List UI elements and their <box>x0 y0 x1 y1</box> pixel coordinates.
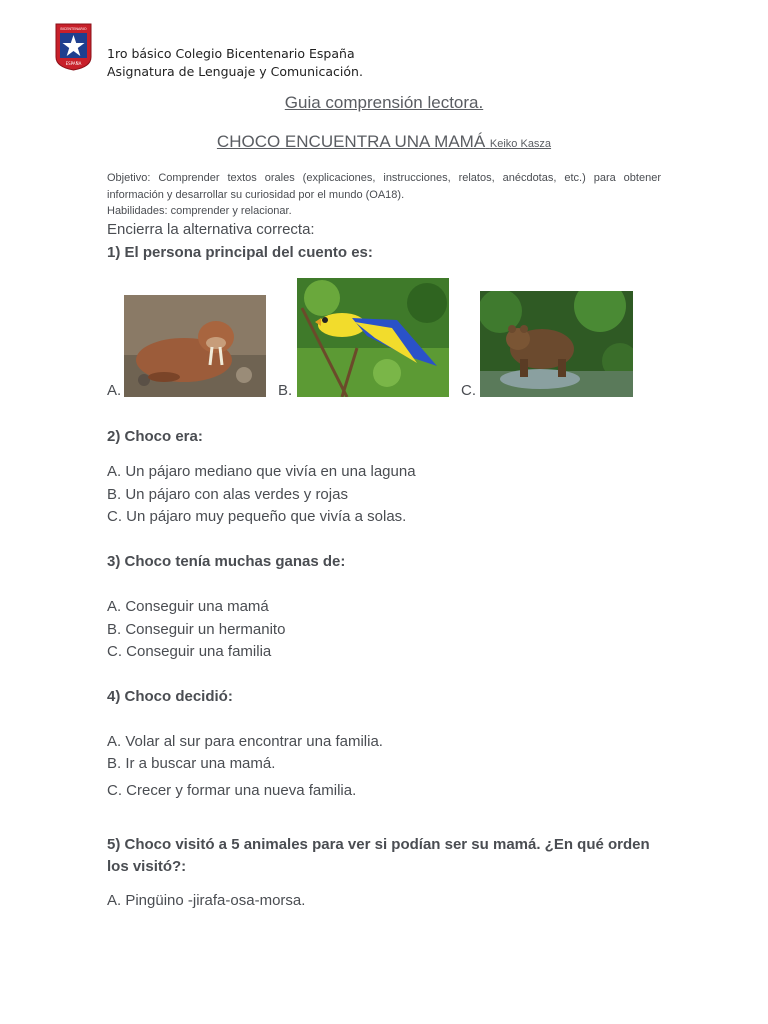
image-label-a: A. <box>107 382 122 399</box>
page-title: Guia comprensión lectora. <box>284 93 484 112</box>
story-author: Keiko Kasza <box>489 138 552 150</box>
instruction: Encierra la alternativa correcta: <box>107 221 315 238</box>
question-5 <box>107 834 650 878</box>
q5-option-a: A. Pingüino -jirafa-osa-morsa. <box>107 892 306 909</box>
skills-text: Habilidades: comprender y relacionar. <box>107 205 292 217</box>
q4-option-c: C. Crecer y formar una nueva familia. <box>107 782 357 799</box>
story-title <box>0 132 768 152</box>
question-5-line2: los visitó?: <box>107 858 187 875</box>
school-logo <box>55 23 92 71</box>
question-4: 4) Choco decidió: <box>107 688 233 705</box>
q3-option-c: C. Conseguir una familia <box>107 643 272 660</box>
objective-block <box>107 170 661 220</box>
subject-name: Asignatura de Lenguaje y Comunicación. <box>107 64 363 79</box>
question-5-line1: 5) Choco visitó a 5 animales para ver si podían ser su mamá. ¿En qué orden <box>107 836 650 853</box>
q4-option-a: A. Volar al sur para encontrar una familia. <box>107 733 383 750</box>
school-info <box>107 45 363 81</box>
q2-option-b: B. Un pájaro con alas verdes y rojas <box>107 486 348 503</box>
q2-option-a: A. Un pájaro mediano que vivía en una laguna <box>107 463 416 480</box>
question-2: 2) Choco era: <box>107 428 203 445</box>
logo-text-top: BICENTENARIO <box>60 27 87 31</box>
image-label-b: B. <box>278 382 293 399</box>
bear-photo <box>480 291 633 397</box>
q3-option-b: B. Conseguir un hermanito <box>107 621 286 638</box>
question-1: 1) El persona principal del cuento es: <box>107 244 373 261</box>
school-crest-icon <box>55 23 92 71</box>
q3-option-a: A. Conseguir una mamá <box>107 598 269 615</box>
objective-text: Objetivo: Comprender textos orales (explicaciones, instrucciones, relatos, anécdotas, etc.) para obtener información y desarrollar su curiosidad por el mundo (OA18). <box>107 172 661 201</box>
walrus-photo <box>124 295 266 397</box>
q2-option-c: C. Un pájaro muy pequeño que vivía a solas. <box>107 508 407 525</box>
logo-text-bottom: ESPAÑA <box>65 61 82 66</box>
q4-option-b: B. Ir a buscar una mamá. <box>107 755 276 772</box>
school-name: 1ro básico Colegio Bicentenario España <box>107 46 355 61</box>
story-name: CHOCO ENCUENTRA UNA MAMÁ <box>216 132 486 151</box>
question-3: 3) Choco tenía muchas ganas de: <box>107 553 346 570</box>
bird-photo <box>297 278 449 397</box>
image-label-c: C. <box>461 382 476 399</box>
